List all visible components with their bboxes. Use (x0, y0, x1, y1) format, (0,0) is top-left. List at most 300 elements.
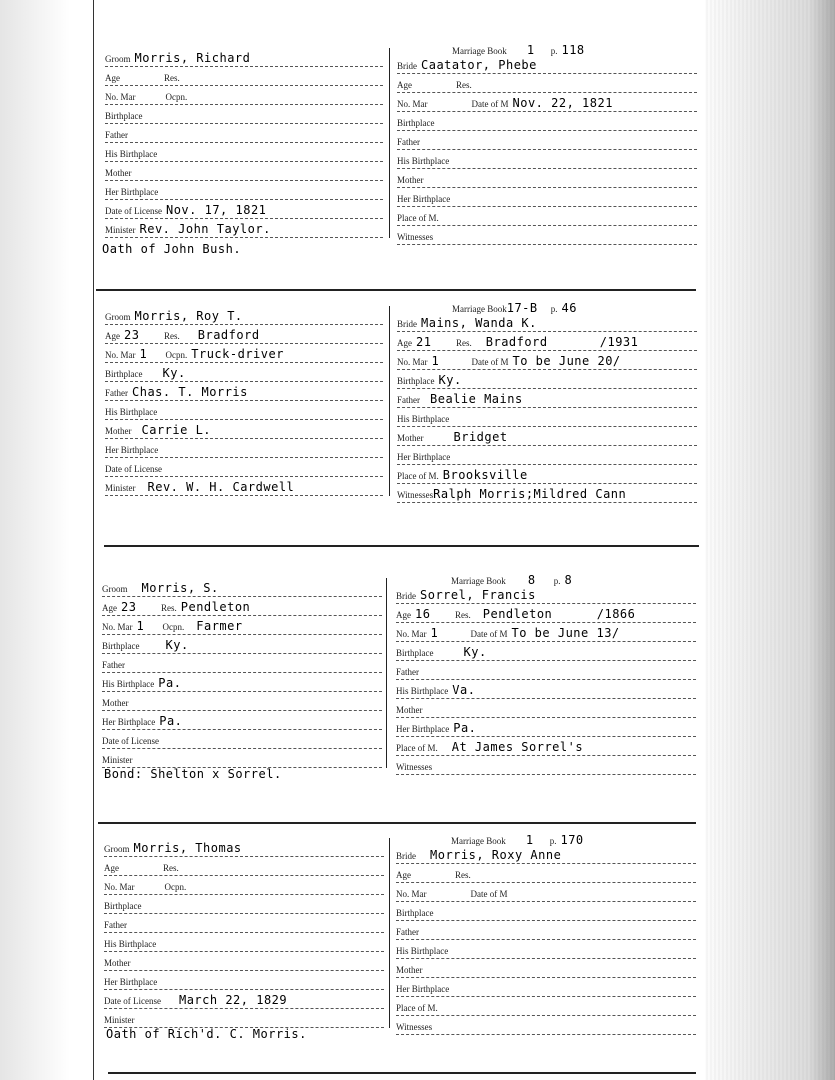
bride-her-birthplace (449, 995, 453, 996)
mother-label: Mother (396, 965, 423, 975)
father-row (397, 389, 697, 408)
father-label: Father (105, 388, 128, 398)
no-mar-row (396, 883, 696, 902)
bride-res-year: /1866 (596, 607, 636, 621)
father-row (104, 914, 384, 933)
res-label: Res. (164, 331, 180, 341)
marriage-record-card (104, 830, 700, 1060)
father-row (105, 124, 383, 143)
res-label: Res. (455, 870, 471, 880)
marriage-book-page: 170 (560, 833, 584, 847)
column-divider (386, 578, 387, 768)
bride-no-mar (428, 110, 472, 111)
her-birthplace-row (396, 978, 696, 997)
date-of-license-value: Nov. 17, 1821 (165, 203, 267, 217)
her-birthplace-row (105, 439, 383, 458)
minister-row (102, 749, 382, 768)
bride-his-birthplace (449, 425, 453, 426)
no-mar-row (102, 616, 382, 635)
mother-row (102, 692, 382, 711)
bride-his-birthplace (449, 167, 453, 168)
date-of-m-label: Date of M (471, 357, 509, 367)
groom-father (125, 671, 129, 672)
record-note: Bond: Shelton x Sorrel. (104, 767, 282, 781)
groom-age (119, 874, 163, 875)
groom-label: Groom (102, 584, 128, 594)
date-of-marriage-value: To be June 13/ (511, 626, 620, 640)
mother-label: Mother (102, 698, 129, 708)
scan-shadow-right (705, 0, 835, 1080)
her-birthplace-label: Her Birthplace (396, 724, 450, 734)
his-birthplace-row (396, 680, 696, 699)
age-res-row (102, 597, 382, 616)
bride-name: Caatator, Phebe (421, 58, 537, 72)
page-label: p. (550, 46, 558, 56)
groom-label: Groom (105, 54, 131, 64)
her-birthplace-label: Her Birthplace (397, 452, 451, 462)
groom-his-birthplace (156, 950, 160, 951)
groom-age: 23 (121, 600, 137, 614)
place-of-m-label: Place of M. (396, 1003, 438, 1013)
bride-name: Mains, Wanda K. (421, 316, 537, 330)
date-of-m-label: Date of M (470, 629, 508, 639)
groom-row (102, 578, 382, 597)
her-birthplace-label: Her Birthplace (104, 977, 158, 987)
marriage-book-label: Marriage Book (451, 576, 506, 586)
his-birthplace-label: His Birthplace (102, 679, 155, 689)
bride-label: Bride (396, 851, 416, 861)
groom-her-birthplace (157, 988, 161, 989)
date-of-license-value: March 22, 1829 (178, 993, 288, 1007)
bride-name: Morris, Roxy Anne (430, 848, 562, 862)
bride-res-year: /1931 (599, 335, 639, 349)
marriage-book-label: Marriage Book (452, 46, 507, 56)
groom-row (105, 306, 383, 325)
bride-his-birthplace: Va. (452, 683, 476, 697)
groom-res (179, 874, 183, 875)
marriage-book-label: Marriage Book (452, 304, 507, 314)
birthplace-label: Birthplace (396, 908, 434, 918)
witnesses-row (397, 226, 697, 245)
mother-row (396, 959, 696, 978)
groom-mother (131, 969, 135, 970)
father-label: Father (396, 927, 419, 937)
mother-label: Mother (397, 175, 424, 185)
his-birthplace-row (396, 940, 696, 959)
date-of-license-value (162, 475, 166, 476)
bride-his-birthplace (448, 957, 452, 958)
groom-no-mar (136, 103, 166, 104)
place-of-m-row (397, 207, 697, 226)
father-label: Father (105, 130, 128, 140)
record-note: Oath of Rich'd. C. Morris. (106, 1027, 307, 1041)
bride-res (471, 881, 475, 882)
groom-birthplace: Ky. (162, 366, 186, 380)
bride-column (396, 830, 696, 1030)
bride-no-mar: 1 (431, 354, 440, 368)
no-mar-row (105, 86, 383, 105)
bride-column (396, 570, 696, 770)
birthplace-row (104, 895, 384, 914)
groom-his-birthplace (157, 160, 161, 161)
column-divider (389, 838, 390, 1028)
bride-mother: Bridget (453, 430, 508, 444)
no-mar-row (104, 876, 384, 895)
bride-mother (423, 716, 427, 717)
groom-column (102, 570, 382, 770)
date-of-marriage-value: To be June 20/ (512, 354, 621, 368)
marriage-record-card (102, 40, 700, 290)
no-mar-label: No. Mar (102, 622, 133, 632)
birthplace-label: Birthplace (397, 118, 435, 128)
marriage-book-label: Marriage Book (451, 836, 506, 846)
witnesses-label: Witnesses (397, 490, 434, 500)
marriage-book-page: 118 (561, 43, 585, 57)
no-mar-label: No. Mar (397, 99, 428, 109)
groom-name: Morris, Thomas (133, 841, 242, 855)
card-separator (104, 545, 699, 547)
groom-row (105, 48, 383, 67)
no-mar-label: No. Mar (396, 629, 427, 639)
marriage-book-number: 17-B (506, 301, 538, 315)
groom-no-mar: 1 (136, 619, 145, 633)
marriage-record-card (102, 570, 700, 810)
her-birthplace-label: Her Birthplace (105, 187, 159, 197)
bride-birthplace (434, 919, 438, 920)
age-label: Age (102, 603, 117, 613)
age-res-row (396, 864, 696, 883)
age-label: Age (397, 338, 412, 348)
groom-ocpn (186, 893, 190, 894)
his-birthplace-row (105, 143, 383, 162)
record-note: Oath of John Bush. (102, 242, 242, 256)
his-birthplace-row (105, 401, 383, 420)
father-row (396, 921, 696, 940)
her-birthplace-label: Her Birthplace (102, 717, 156, 727)
place-of-marriage-value (438, 1014, 442, 1015)
father-row (397, 131, 697, 150)
mother-label: Mother (396, 705, 423, 715)
card-separator (98, 822, 696, 824)
father-row (102, 654, 382, 673)
groom-label: Groom (104, 844, 130, 854)
age-res-row (105, 67, 383, 86)
page-label: p. (549, 836, 557, 846)
groom-column (105, 40, 383, 240)
his-birthplace-row (102, 673, 382, 692)
bride-column (397, 40, 697, 240)
minister-label: Minister (102, 755, 133, 765)
place-of-m-label: Place of M. (396, 743, 438, 753)
bride-her-birthplace: Pa. (453, 721, 477, 735)
his-birthplace-label: His Birthplace (104, 939, 157, 949)
bride-birthplace: Ky. (463, 645, 487, 659)
bride-label: Bride (397, 61, 417, 71)
bride-mother (424, 186, 428, 187)
no-mar-row (396, 623, 696, 642)
scan-shadow-left (0, 0, 70, 1080)
no-mar-label: No. Mar (104, 882, 135, 892)
card-separator (108, 1072, 696, 1074)
minister-label: Minister (104, 1015, 135, 1025)
witnesses-row (396, 1016, 696, 1035)
bride-her-birthplace (450, 205, 454, 206)
her-birthplace-row (396, 718, 696, 737)
bride-column (397, 298, 697, 501)
bride-father: Bealie Mains (430, 392, 523, 406)
marriage-book-page: 46 (561, 301, 577, 315)
groom-her-birthplace: Pa. (159, 714, 183, 728)
groom-birthplace (142, 912, 146, 913)
place-of-m-row (396, 997, 696, 1016)
her-birthplace-row (104, 971, 384, 990)
father-row (105, 382, 383, 401)
no-mar-label: No. Mar (105, 350, 136, 360)
age-res-row (397, 332, 697, 351)
place-of-marriage-value: Brooksville (442, 468, 528, 482)
birthplace-row (102, 635, 382, 654)
date-of-license-row (104, 990, 384, 1009)
witnesses-value (432, 1033, 436, 1034)
birthplace-label: Birthplace (102, 641, 140, 651)
birthplace-label: Birthplace (104, 901, 142, 911)
minister-row (104, 1009, 384, 1028)
bride-res (472, 91, 476, 92)
his-birthplace-label: His Birthplace (397, 156, 450, 166)
groom-birthplace (143, 122, 147, 123)
bride-mother (423, 976, 427, 977)
date-of-license-label: Date of License (105, 464, 162, 474)
bride-no-mar (427, 900, 471, 901)
her-birthplace-row (397, 188, 697, 207)
minister-row (105, 219, 383, 238)
ocpn-label: Ocpn. (162, 622, 185, 632)
age-res-row (397, 74, 697, 93)
bride-row (396, 845, 696, 864)
no-mar-row (397, 351, 697, 370)
groom-res: Bradford (197, 328, 260, 342)
his-birthplace-row (397, 408, 697, 427)
father-label: Father (397, 395, 420, 405)
mother-label: Mother (397, 433, 424, 443)
birthplace-label: Birthplace (105, 111, 143, 121)
groom-her-birthplace (158, 198, 162, 199)
place-of-marriage-value: At James Sorrel's (451, 740, 584, 754)
groom-mother: Carrie L. (141, 423, 212, 437)
res-label: Res. (163, 863, 179, 873)
marriage-book-page: 8 (564, 573, 573, 587)
column-divider (389, 48, 390, 238)
bride-row (397, 55, 697, 74)
groom-father: Chas. T. Morris (132, 385, 248, 399)
groom-his-birthplace (157, 418, 161, 419)
date-of-license-value (159, 747, 163, 748)
her-birthplace-row (102, 711, 382, 730)
his-birthplace-row (397, 150, 697, 169)
res-label: Res. (161, 603, 177, 613)
groom-name: Morris, S. (141, 581, 219, 595)
groom-column (104, 830, 384, 1030)
bride-father (420, 148, 424, 149)
bride-res: Pendleton (482, 607, 553, 621)
bride-her-birthplace (450, 463, 454, 464)
bride-res: Bradford (485, 335, 548, 349)
bride-age: 21 (416, 335, 432, 349)
mother-row (104, 952, 384, 971)
father-label: Father (102, 660, 125, 670)
no-mar-label: No. Mar (105, 92, 136, 102)
place-of-m-row (397, 465, 697, 484)
groom-her-birthplace (158, 456, 162, 457)
groom-ocpn: Truck-driver (191, 347, 284, 361)
bride-no-mar: 1 (430, 626, 439, 640)
ocpn-label: Ocpn. (164, 882, 187, 892)
mother-row (397, 427, 697, 446)
place-of-m-label: Place of M. (397, 471, 439, 481)
mother-row (397, 169, 697, 188)
groom-ocpn: Farmer (196, 619, 243, 633)
father-label: Father (397, 137, 420, 147)
date-of-m-label: Date of M (471, 99, 509, 109)
groom-mother (132, 179, 136, 180)
minister-value: Rev. W. H. Cardwell (147, 480, 295, 494)
mother-label: Mother (105, 168, 132, 178)
groom-ocpn (187, 103, 191, 104)
mother-row (396, 699, 696, 718)
groom-father (128, 141, 132, 142)
birthplace-row (396, 642, 696, 661)
no-mar-row (105, 344, 383, 363)
age-label: Age (105, 73, 120, 83)
ocpn-label: Ocpn. (165, 350, 188, 360)
witnesses-label: Witnesses (397, 232, 434, 242)
no-mar-label: No. Mar (397, 357, 428, 367)
his-birthplace-label: His Birthplace (396, 946, 449, 956)
groom-no-mar: 1 (139, 347, 148, 361)
witnesses-value (432, 773, 436, 774)
groom-label: Groom (105, 312, 131, 322)
date-of-marriage-value: Nov. 22, 1821 (512, 96, 613, 110)
bride-label: Bride (397, 319, 417, 329)
her-birthplace-label: Her Birthplace (397, 194, 451, 204)
birthplace-row (397, 112, 697, 131)
father-row (396, 661, 696, 680)
mother-row (105, 162, 383, 181)
birthplace-row (397, 370, 697, 389)
age-label: Age (396, 870, 411, 880)
groom-name: Morris, Richard (134, 51, 251, 65)
bride-row (396, 585, 696, 604)
date-of-license-row (105, 458, 383, 477)
his-birthplace-row (104, 933, 384, 952)
age-res-row (104, 857, 384, 876)
groom-no-mar (135, 893, 165, 894)
groom-his-birthplace: Pa. (158, 676, 182, 690)
page-margin-line (93, 0, 94, 1080)
birthplace-label: Birthplace (396, 648, 434, 658)
minister-value: Rev. John Taylor. (139, 222, 271, 236)
res-label: Res. (164, 73, 180, 83)
age-label: Age (104, 863, 119, 873)
her-birthplace-row (397, 446, 697, 465)
groom-age: 23 (124, 328, 140, 342)
date-of-license-label: Date of License (102, 736, 159, 746)
age-res-row (396, 604, 696, 623)
father-label: Father (104, 920, 127, 930)
age-label: Age (396, 610, 411, 620)
witnesses-row (397, 484, 697, 503)
page-label: p. (553, 576, 561, 586)
mother-label: Mother (105, 426, 132, 436)
groom-name: Morris, Roy T. (134, 309, 243, 323)
birthplace-row (396, 902, 696, 921)
date-of-marriage-value (508, 900, 512, 901)
groom-father (127, 931, 131, 932)
age-label: Age (397, 80, 412, 90)
page-label: p. (550, 304, 558, 314)
minister-row (105, 477, 383, 496)
bride-father (419, 678, 423, 679)
groom-mother (129, 709, 133, 710)
father-label: Father (396, 667, 419, 677)
birthplace-label: Birthplace (397, 376, 435, 386)
marriage-book-number: 8 (527, 573, 536, 587)
date-of-license-row (105, 200, 383, 219)
bride-label: Bride (396, 591, 416, 601)
place-of-marriage-value (439, 224, 443, 225)
bride-birthplace (435, 129, 439, 130)
res-label: Res. (456, 80, 472, 90)
bride-age (412, 91, 456, 92)
bride-name: Sorrel, Francis (420, 588, 536, 602)
groom-column (105, 298, 383, 498)
witnesses-label: Witnesses (396, 762, 433, 772)
witnesses-label: Witnesses (396, 1022, 433, 1032)
witnesses-value (433, 243, 437, 244)
age-res-row (105, 325, 383, 344)
mother-row (105, 420, 383, 439)
minister-label: Minister (105, 225, 136, 235)
age-label: Age (105, 331, 120, 341)
her-birthplace-row (105, 181, 383, 200)
res-label: Res. (456, 338, 472, 348)
groom-res (180, 84, 184, 85)
date-of-license-label: Date of License (104, 996, 161, 1006)
groom-birthplace: Ky. (165, 638, 189, 652)
her-birthplace-label: Her Birthplace (105, 445, 159, 455)
groom-age (120, 84, 164, 85)
no-mar-row (397, 93, 697, 112)
date-of-license-row (102, 730, 382, 749)
groom-res: Pendleton (180, 600, 251, 614)
res-label: Res. (455, 610, 471, 620)
marriage-book-number: 1 (525, 833, 534, 847)
bride-father (419, 938, 423, 939)
bride-birthplace: Ky. (438, 373, 462, 387)
no-mar-label: No. Mar (396, 889, 427, 899)
marriage-record-card (105, 298, 700, 538)
marriage-book-number: 1 (526, 43, 535, 57)
date-of-m-label: Date of M (470, 889, 508, 899)
bride-age: 16 (415, 607, 431, 621)
birthplace-row (105, 363, 383, 382)
groom-row (104, 838, 384, 857)
witnesses-value: Ralph Morris;Mildred Cann (433, 487, 627, 501)
birthplace-row (105, 105, 383, 124)
column-divider (389, 306, 390, 496)
birthplace-label: Birthplace (105, 369, 143, 379)
his-birthplace-label: His Birthplace (105, 149, 158, 159)
